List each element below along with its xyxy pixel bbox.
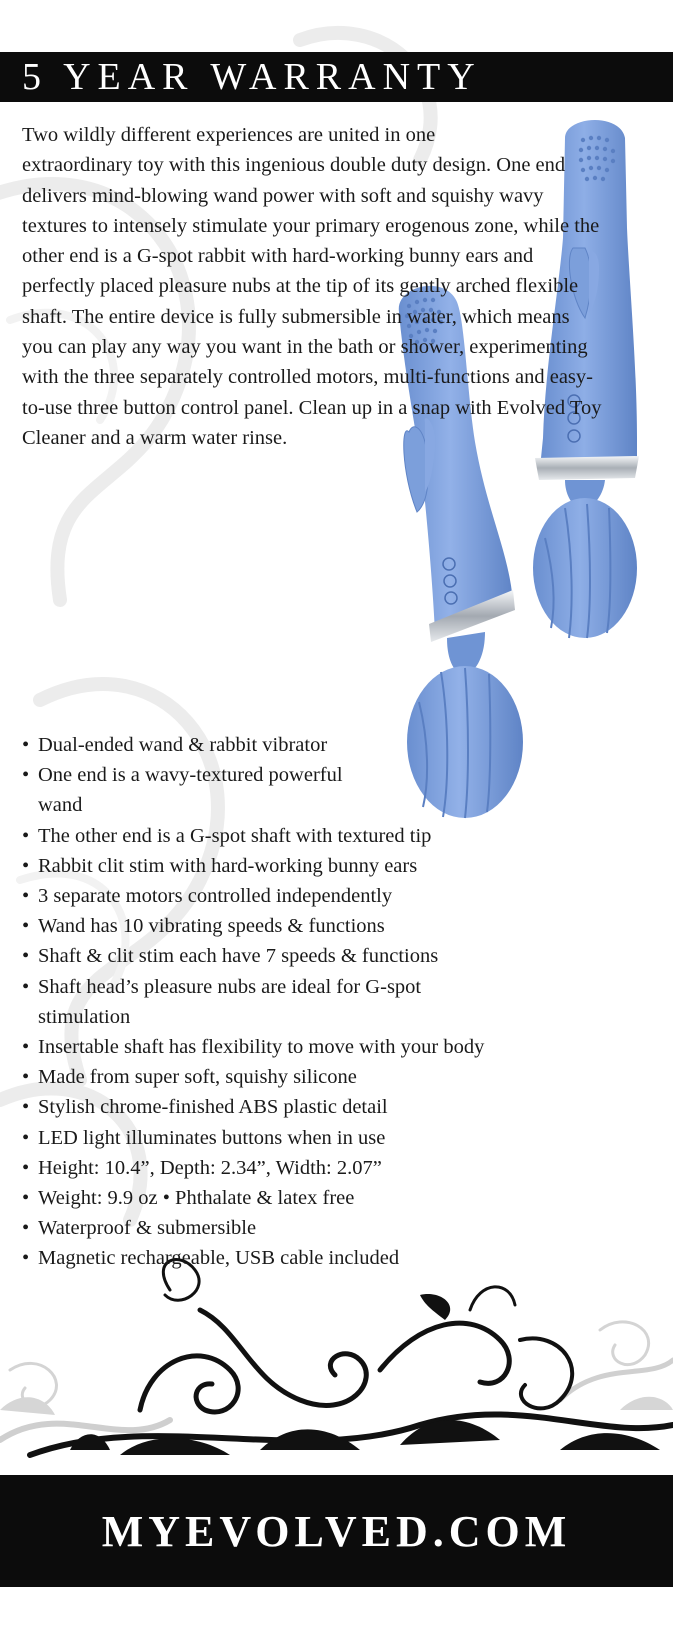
bullet: • [22, 1066, 30, 1089]
floral-ornament [0, 1250, 673, 1475]
bullet: • [22, 1036, 30, 1059]
bullet: • [22, 1247, 30, 1270]
bullet: • [22, 1187, 30, 1210]
bullet: • [22, 945, 30, 968]
bullet: • [22, 764, 30, 787]
feature-item: • Rabbit clit stim with hard-working bunny ears [22, 851, 662, 881]
feature-item: • Made from super soft, squishy silicone [22, 1062, 662, 1092]
bullet: • [22, 734, 30, 756]
feature-item: • Wand has 10 vibrating speeds & functions [22, 911, 662, 941]
footer-banner [0, 1475, 673, 1587]
bullet: • [22, 885, 30, 908]
bullet: • [22, 1156, 30, 1179]
feature-item: • Stylish chrome-finished ABS plastic detail [22, 1092, 662, 1122]
feature-item: • The other end is a G-spot shaft with textured tip [22, 821, 662, 851]
feature-item: • One end is a wavy-textured powerful wand [22, 760, 662, 820]
bullet: • [22, 975, 30, 998]
warranty-banner [0, 52, 673, 102]
feature-item: • 3 separate motors controlled independently [22, 881, 662, 911]
product-description-text: Two wildly different experiences are united in one extraordinary toy with this ingenious double duty design. One end delivers mind-blowing wand power with soft and squishy wavy textures to intensely stimulate your primary erogenous zone, while the other end is a G-spot rabbit with hard-working bunny ears and perfectly placed pleasure nubs at the tip of its gently arched flexible shaft. The entire device is fully submersible in water, which means you can play any way you want in the bath or shower, experimenting with the three separately controlled motors, multi-functions and easy-to-use three button control panel. Clean up in a snap with Evolved Toy Cleaner and a warm water rinse. [22, 124, 602, 449]
feature-list [22, 730, 662, 1274]
feature-item: • Dual-ended wand & rabbit vibrator [22, 730, 662, 760]
feature-item: • LED light illuminates buttons when in use [22, 1123, 662, 1153]
website-url: MYEVOLVED.COM [101, 1507, 572, 1556]
feature-item: • Shaft head’s pleasure nubs are ideal for G-spot stimulation [22, 972, 662, 1032]
warranty-title: 5 YEAR WARRANTY [22, 56, 482, 98]
bullet: • [22, 1126, 30, 1149]
bullet: • [22, 1217, 30, 1240]
feature-item: • Height: 10.4”, Depth: 2.34”, Width: 2.07” [22, 1153, 662, 1183]
feature-item: • Weight: 9.9 oz • Phthalate & latex free [22, 1183, 662, 1213]
feature-item: • Insertable shaft has flexibility to move with your body [22, 1032, 662, 1062]
bullet: • [22, 854, 30, 877]
feature-item: • Waterproof & submersible [22, 1213, 662, 1243]
bullet: • [22, 824, 30, 847]
bullet: • [22, 1096, 30, 1119]
bullet: • [22, 915, 30, 938]
feature-item: • Magnetic rechargeable, USB cable included [22, 1243, 662, 1273]
product-description [22, 120, 602, 453]
feature-item: • Shaft & clit stim each have 7 speeds & functions [22, 941, 662, 971]
